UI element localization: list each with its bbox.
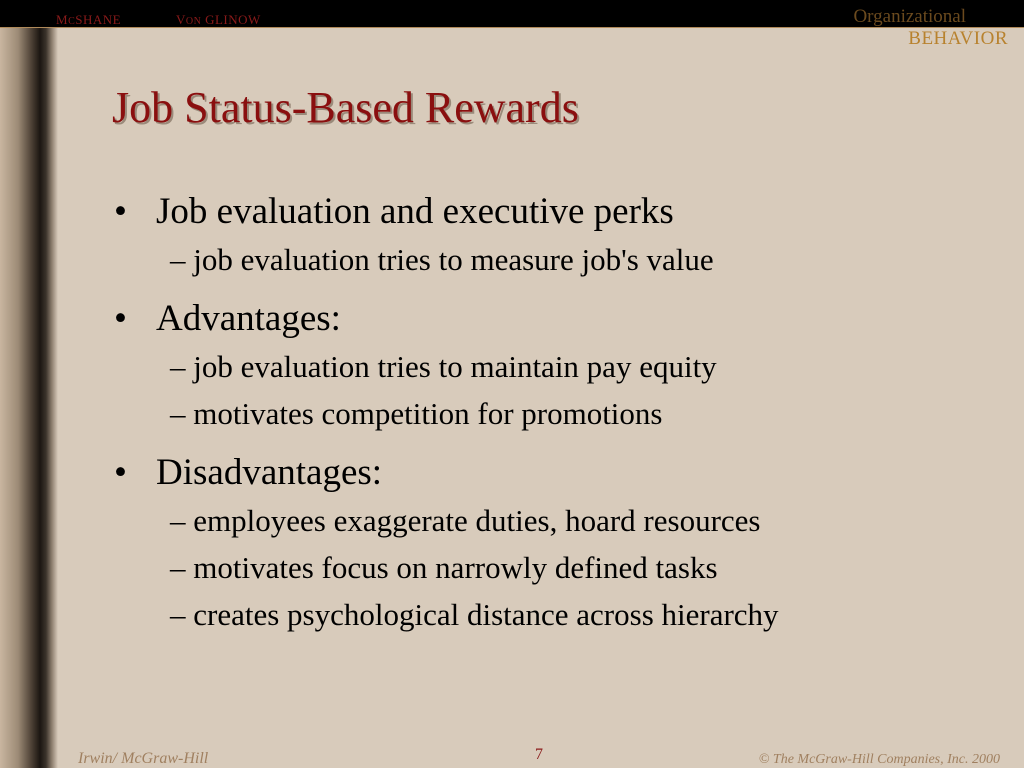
sub-bullet-item: – motivates focus on narrowly defined tasks (170, 550, 718, 585)
author-mcshane: MCSHANE (56, 12, 122, 27)
bullet-group (112, 449, 992, 638)
bullet-group (112, 188, 992, 283)
bullet-group (112, 295, 992, 437)
bullet-dot: • (114, 452, 127, 493)
bullet-dot: • (114, 191, 127, 232)
slide-title: Job Status-Based Rewards (112, 83, 579, 132)
bullet-item (112, 188, 992, 236)
page-number: 7 (535, 746, 543, 763)
bullet-text: Advantages: (156, 298, 341, 339)
slide-content (112, 188, 992, 650)
left-decorative-bar (0, 28, 58, 768)
sub-bullet-item: – employees exaggerate duties, hoard resources (170, 503, 761, 538)
bullet-item (112, 449, 992, 497)
sub-bullet-item: – job evaluation tries to maintain pay equity (170, 349, 717, 384)
sub-bullet-item: – motivates competition for promotions (170, 396, 663, 431)
brand-organizational: Organizational (853, 6, 966, 27)
bullet-text: Disadvantages: (156, 452, 383, 493)
brand-behavior: BEHAVIOR (908, 28, 1008, 49)
sub-bullet-item: – job evaluation tries to measure job's value (170, 242, 714, 277)
footer-copyright: © The McGraw-Hill Companies, Inc. 2000 (758, 752, 1000, 767)
bullet-dot: • (114, 298, 127, 339)
sub-bullet-item: – creates psychological distance across hierarchy (170, 597, 779, 632)
bullet-item (112, 295, 992, 343)
footer-publisher: Irwin/ McGraw-Hill (78, 750, 209, 767)
author-von-glinow: VON GLINOW (176, 12, 261, 27)
bullet-text: Job evaluation and executive perks (156, 191, 674, 232)
